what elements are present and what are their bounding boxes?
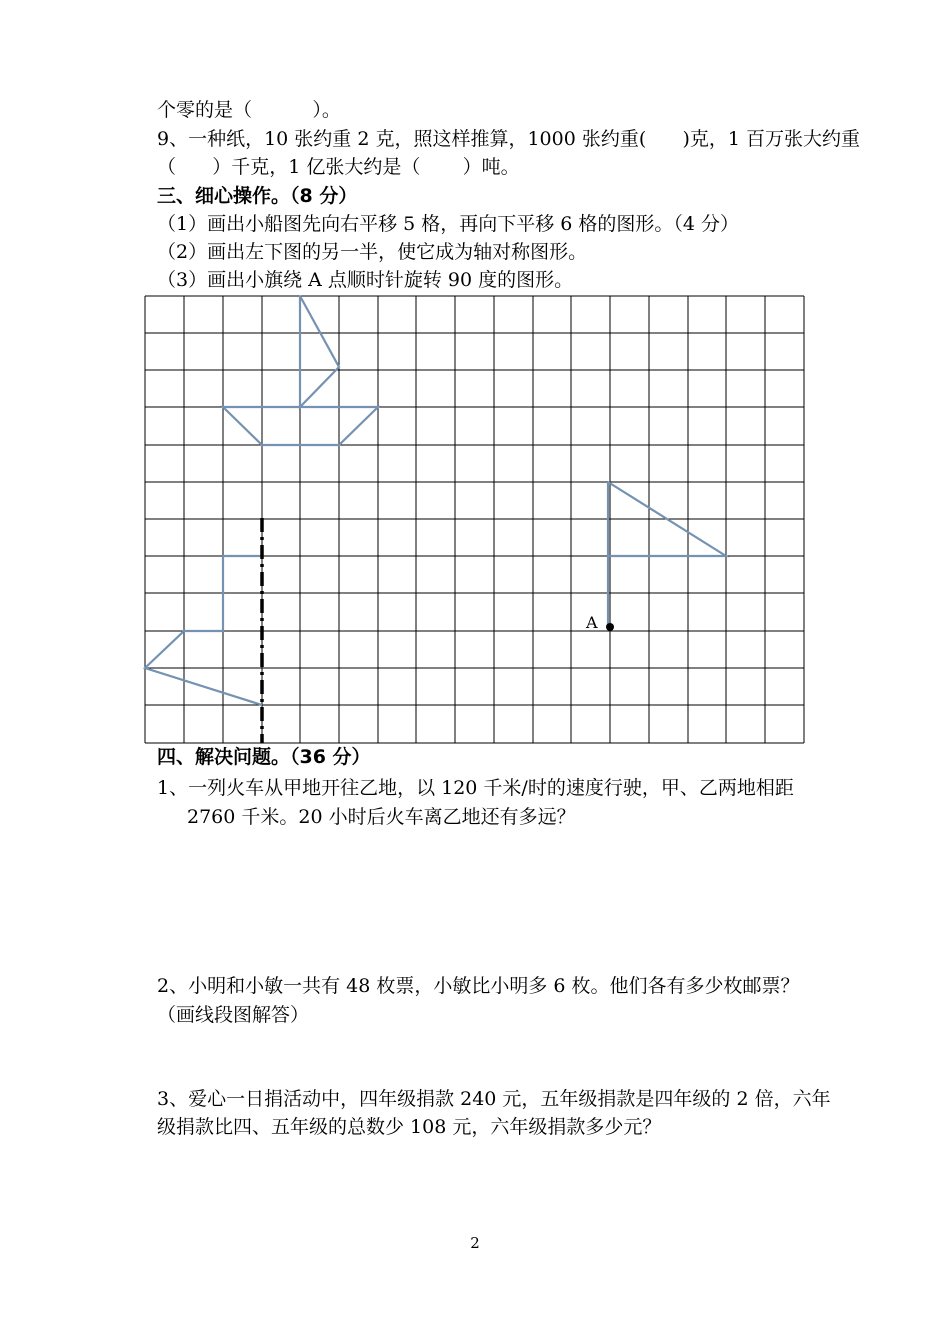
- grid-lines: [145, 296, 804, 743]
- boat-sail: [300, 296, 339, 407]
- section-3-heading: 三、细心操作。（8 分）: [157, 185, 358, 207]
- operation-1: （1）画出小船图先向右平移 5 格，再向下平移 6 格的图形。（4 分）: [157, 213, 740, 235]
- point-a-dot: [606, 623, 614, 631]
- section-4-heading: 四、解决问题。（36 分）: [157, 746, 371, 768]
- problem-3-line-1: 3、爱心一日捐活动中，四年级捐款 240 元，五年级捐款是四年级的 2 倍，六年: [157, 1088, 831, 1110]
- question-9-line-1: 9、一种纸，10 张约重 2 克，照这样推算，1000 张约重( )克，1 百万张大约重: [157, 128, 861, 150]
- problem-2-line-2: （画线段图解答）: [157, 1004, 310, 1026]
- page-number: 2: [470, 1234, 480, 1252]
- problem-2-line-1: 2、小明和小敏一共有 48 枚票，小敏比小明多 6 枚。他们各有多少枚邮票？: [157, 975, 800, 997]
- problem-1-line-2: 2760 千米。20 小时后火车离乙地还有多远？: [187, 806, 576, 828]
- problem-1-line-1: 1、一列火车从甲地开往乙地，以 120 千米/时的速度行驶，甲、乙两地相距: [157, 777, 794, 799]
- question-9-line-2: （ ）千克，1 亿张大约是（ ）吨。: [157, 156, 520, 178]
- operation-3: （3）画出小旗绕 A 点顺时针旋转 90 度的图形。: [157, 269, 574, 291]
- flag-shape: [608, 482, 726, 627]
- operation-2: （2）画出左下图的另一半，使它成为轴对称图形。: [157, 241, 588, 263]
- point-a-label: A: [586, 613, 598, 632]
- problem-3-line-2: 级捐款比四、五年级的总数少 108 元，六年级捐款多少元？: [157, 1116, 662, 1138]
- text-line-1: 个零的是（ ）。: [157, 99, 341, 121]
